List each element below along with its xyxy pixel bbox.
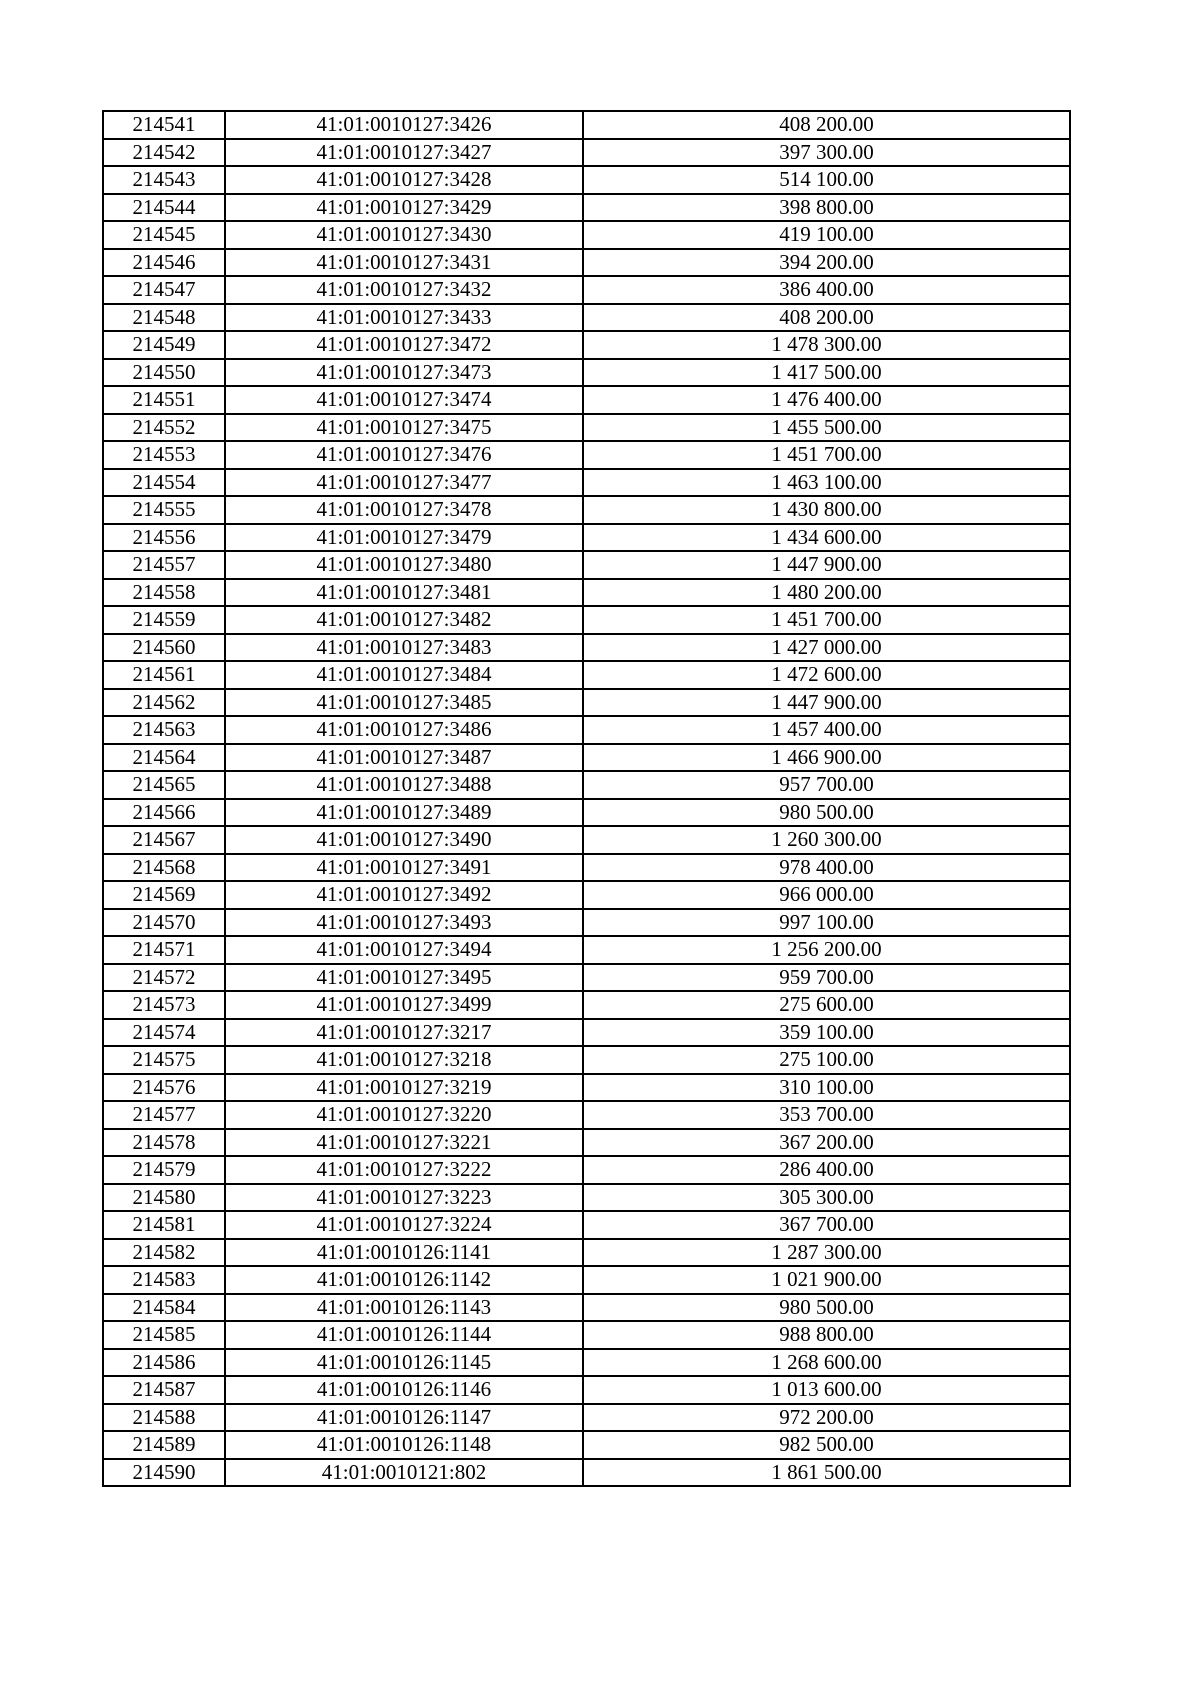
table-row xyxy=(103,111,1070,139)
cadastral-number-cell: 41:01:0010127:3488 xyxy=(225,771,583,799)
value-cell: 982 500.00 xyxy=(583,1431,1070,1459)
value-cell: 1 455 500.00 xyxy=(583,414,1070,442)
table-row xyxy=(103,744,1070,772)
table-row xyxy=(103,249,1070,277)
value-cell: 1 417 500.00 xyxy=(583,359,1070,387)
cadastral-number-cell: 41:01:0010126:1146 xyxy=(225,1376,583,1404)
row-number-cell: 214584 xyxy=(103,1294,225,1322)
cadastral-number-cell: 41:01:0010127:3472 xyxy=(225,331,583,359)
value-cell: 1 256 200.00 xyxy=(583,936,1070,964)
row-number-cell: 214549 xyxy=(103,331,225,359)
value-cell: 1 021 900.00 xyxy=(583,1266,1070,1294)
cadastral-value-table xyxy=(102,110,1071,1487)
cadastral-number-cell: 41:01:0010127:3217 xyxy=(225,1019,583,1047)
value-cell: 419 100.00 xyxy=(583,221,1070,249)
cadastral-number-cell: 41:01:0010126:1147 xyxy=(225,1404,583,1432)
cadastral-number-cell: 41:01:0010126:1141 xyxy=(225,1239,583,1267)
value-cell: 367 700.00 xyxy=(583,1211,1070,1239)
cadastral-number-cell: 41:01:0010127:3485 xyxy=(225,689,583,717)
table-row xyxy=(103,1376,1070,1404)
value-cell: 980 500.00 xyxy=(583,799,1070,827)
cadastral-number-cell: 41:01:0010126:1144 xyxy=(225,1321,583,1349)
row-number-cell: 214541 xyxy=(103,111,225,139)
cadastral-number-cell: 41:01:0010127:3484 xyxy=(225,661,583,689)
table-row xyxy=(103,799,1070,827)
cadastral-number-cell: 41:01:0010127:3224 xyxy=(225,1211,583,1239)
table-row xyxy=(103,1019,1070,1047)
value-cell: 957 700.00 xyxy=(583,771,1070,799)
cadastral-number-cell: 41:01:0010127:3221 xyxy=(225,1129,583,1157)
cadastral-number-cell: 41:01:0010127:3475 xyxy=(225,414,583,442)
table-row xyxy=(103,359,1070,387)
cadastral-number-cell: 41:01:0010127:3491 xyxy=(225,854,583,882)
value-cell: 1 451 700.00 xyxy=(583,441,1070,469)
cadastral-number-cell: 41:01:0010127:3430 xyxy=(225,221,583,249)
row-number-cell: 214555 xyxy=(103,496,225,524)
row-number-cell: 214585 xyxy=(103,1321,225,1349)
value-cell: 359 100.00 xyxy=(583,1019,1070,1047)
row-number-cell: 214569 xyxy=(103,881,225,909)
value-cell: 275 100.00 xyxy=(583,1046,1070,1074)
row-number-cell: 214559 xyxy=(103,606,225,634)
table-row xyxy=(103,1156,1070,1184)
cadastral-number-cell: 41:01:0010127:3493 xyxy=(225,909,583,937)
value-cell: 1 463 100.00 xyxy=(583,469,1070,497)
value-cell: 1 430 800.00 xyxy=(583,496,1070,524)
value-cell: 1 260 300.00 xyxy=(583,826,1070,854)
row-number-cell: 214565 xyxy=(103,771,225,799)
table-row xyxy=(103,716,1070,744)
table-row xyxy=(103,139,1070,167)
cadastral-number-cell: 41:01:0010127:3494 xyxy=(225,936,583,964)
cadastral-number-cell: 41:01:0010127:3483 xyxy=(225,634,583,662)
row-number-cell: 214567 xyxy=(103,826,225,854)
table-row xyxy=(103,1294,1070,1322)
table-row xyxy=(103,496,1070,524)
value-cell: 408 200.00 xyxy=(583,111,1070,139)
table-row xyxy=(103,936,1070,964)
table-row xyxy=(103,276,1070,304)
row-number-cell: 214553 xyxy=(103,441,225,469)
row-number-cell: 214548 xyxy=(103,304,225,332)
row-number-cell: 214580 xyxy=(103,1184,225,1212)
cadastral-number-cell: 41:01:0010127:3223 xyxy=(225,1184,583,1212)
cadastral-number-cell: 41:01:0010127:3474 xyxy=(225,386,583,414)
row-number-cell: 214581 xyxy=(103,1211,225,1239)
row-number-cell: 214589 xyxy=(103,1431,225,1459)
row-number-cell: 214551 xyxy=(103,386,225,414)
value-cell: 367 200.00 xyxy=(583,1129,1070,1157)
cadastral-number-cell: 41:01:0010127:3489 xyxy=(225,799,583,827)
value-cell: 980 500.00 xyxy=(583,1294,1070,1322)
row-number-cell: 214587 xyxy=(103,1376,225,1404)
value-cell: 514 100.00 xyxy=(583,166,1070,194)
row-number-cell: 214552 xyxy=(103,414,225,442)
value-cell: 1 287 300.00 xyxy=(583,1239,1070,1267)
cadastral-number-cell: 41:01:0010126:1148 xyxy=(225,1431,583,1459)
value-cell: 310 100.00 xyxy=(583,1074,1070,1102)
table-row xyxy=(103,304,1070,332)
table-body xyxy=(103,111,1070,1486)
table-row xyxy=(103,551,1070,579)
row-number-cell: 214557 xyxy=(103,551,225,579)
value-cell: 1 466 900.00 xyxy=(583,744,1070,772)
value-cell: 275 600.00 xyxy=(583,991,1070,1019)
cadastral-number-cell: 41:01:0010127:3476 xyxy=(225,441,583,469)
cadastral-number-cell: 41:01:0010127:3487 xyxy=(225,744,583,772)
row-number-cell: 214560 xyxy=(103,634,225,662)
table-row xyxy=(103,606,1070,634)
cadastral-number-cell: 41:01:0010121:802 xyxy=(225,1459,583,1487)
value-cell: 978 400.00 xyxy=(583,854,1070,882)
table-row xyxy=(103,689,1070,717)
value-cell: 397 300.00 xyxy=(583,139,1070,167)
cadastral-number-cell: 41:01:0010127:3428 xyxy=(225,166,583,194)
cadastral-number-cell: 41:01:0010126:1143 xyxy=(225,1294,583,1322)
table-row xyxy=(103,1239,1070,1267)
table-row xyxy=(103,469,1070,497)
cadastral-number-cell: 41:01:0010127:3495 xyxy=(225,964,583,992)
value-cell: 972 200.00 xyxy=(583,1404,1070,1432)
value-cell: 305 300.00 xyxy=(583,1184,1070,1212)
row-number-cell: 214543 xyxy=(103,166,225,194)
row-number-cell: 214561 xyxy=(103,661,225,689)
cadastral-number-cell: 41:01:0010127:3222 xyxy=(225,1156,583,1184)
value-cell: 1 268 600.00 xyxy=(583,1349,1070,1377)
row-number-cell: 214564 xyxy=(103,744,225,772)
row-number-cell: 214590 xyxy=(103,1459,225,1487)
cadastral-number-cell: 41:01:0010127:3426 xyxy=(225,111,583,139)
row-number-cell: 214570 xyxy=(103,909,225,937)
row-number-cell: 214546 xyxy=(103,249,225,277)
cadastral-number-cell: 41:01:0010127:3432 xyxy=(225,276,583,304)
value-cell: 988 800.00 xyxy=(583,1321,1070,1349)
value-cell: 398 800.00 xyxy=(583,194,1070,222)
value-cell: 1 427 000.00 xyxy=(583,634,1070,662)
value-cell: 1 472 600.00 xyxy=(583,661,1070,689)
table-row xyxy=(103,579,1070,607)
table-row xyxy=(103,1046,1070,1074)
row-number-cell: 214568 xyxy=(103,854,225,882)
value-cell: 1 447 900.00 xyxy=(583,551,1070,579)
row-number-cell: 214586 xyxy=(103,1349,225,1377)
value-cell: 1 447 900.00 xyxy=(583,689,1070,717)
table-row xyxy=(103,1349,1070,1377)
value-cell: 286 400.00 xyxy=(583,1156,1070,1184)
table-row xyxy=(103,909,1070,937)
cadastral-number-cell: 41:01:0010127:3427 xyxy=(225,139,583,167)
value-cell: 1 478 300.00 xyxy=(583,331,1070,359)
row-number-cell: 214550 xyxy=(103,359,225,387)
table-row xyxy=(103,1129,1070,1157)
table-row xyxy=(103,414,1070,442)
value-cell: 386 400.00 xyxy=(583,276,1070,304)
cadastral-number-cell: 41:01:0010127:3220 xyxy=(225,1101,583,1129)
cadastral-number-cell: 41:01:0010127:3486 xyxy=(225,716,583,744)
cadastral-number-cell: 41:01:0010127:3492 xyxy=(225,881,583,909)
cadastral-number-cell: 41:01:0010127:3433 xyxy=(225,304,583,332)
table-row xyxy=(103,1074,1070,1102)
value-cell: 997 100.00 xyxy=(583,909,1070,937)
value-cell: 353 700.00 xyxy=(583,1101,1070,1129)
cadastral-number-cell: 41:01:0010127:3480 xyxy=(225,551,583,579)
cadastral-number-cell: 41:01:0010127:3490 xyxy=(225,826,583,854)
table-row xyxy=(103,1431,1070,1459)
row-number-cell: 214542 xyxy=(103,139,225,167)
row-number-cell: 214563 xyxy=(103,716,225,744)
row-number-cell: 214554 xyxy=(103,469,225,497)
value-cell: 394 200.00 xyxy=(583,249,1070,277)
table-row xyxy=(103,331,1070,359)
table-row xyxy=(103,1184,1070,1212)
table-row xyxy=(103,166,1070,194)
value-cell: 1 861 500.00 xyxy=(583,1459,1070,1487)
cadastral-number-cell: 41:01:0010127:3431 xyxy=(225,249,583,277)
cadastral-number-cell: 41:01:0010127:3479 xyxy=(225,524,583,552)
cadastral-number-cell: 41:01:0010127:3429 xyxy=(225,194,583,222)
table-row xyxy=(103,1321,1070,1349)
row-number-cell: 214544 xyxy=(103,194,225,222)
row-number-cell: 214578 xyxy=(103,1129,225,1157)
table-row xyxy=(103,854,1070,882)
value-cell: 1 476 400.00 xyxy=(583,386,1070,414)
row-number-cell: 214566 xyxy=(103,799,225,827)
table-row xyxy=(103,441,1070,469)
value-cell: 1 457 400.00 xyxy=(583,716,1070,744)
table-row xyxy=(103,1404,1070,1432)
value-cell: 1 451 700.00 xyxy=(583,606,1070,634)
value-cell: 966 000.00 xyxy=(583,881,1070,909)
table-row xyxy=(103,194,1070,222)
table-row xyxy=(103,1266,1070,1294)
value-cell: 1 013 600.00 xyxy=(583,1376,1070,1404)
row-number-cell: 214582 xyxy=(103,1239,225,1267)
row-number-cell: 214573 xyxy=(103,991,225,1019)
cadastral-number-cell: 41:01:0010127:3499 xyxy=(225,991,583,1019)
table-row xyxy=(103,386,1070,414)
cadastral-number-cell: 41:01:0010126:1142 xyxy=(225,1266,583,1294)
row-number-cell: 214572 xyxy=(103,964,225,992)
row-number-cell: 214579 xyxy=(103,1156,225,1184)
cadastral-number-cell: 41:01:0010127:3477 xyxy=(225,469,583,497)
table-row xyxy=(103,1459,1070,1487)
value-cell: 959 700.00 xyxy=(583,964,1070,992)
cadastral-number-cell: 41:01:0010126:1145 xyxy=(225,1349,583,1377)
row-number-cell: 214545 xyxy=(103,221,225,249)
table-row xyxy=(103,964,1070,992)
row-number-cell: 214574 xyxy=(103,1019,225,1047)
value-cell: 1 480 200.00 xyxy=(583,579,1070,607)
table-row xyxy=(103,826,1070,854)
row-number-cell: 214556 xyxy=(103,524,225,552)
value-cell: 1 434 600.00 xyxy=(583,524,1070,552)
cadastral-number-cell: 41:01:0010127:3478 xyxy=(225,496,583,524)
row-number-cell: 214588 xyxy=(103,1404,225,1432)
table-row xyxy=(103,991,1070,1019)
row-number-cell: 214547 xyxy=(103,276,225,304)
cadastral-number-cell: 41:01:0010127:3481 xyxy=(225,579,583,607)
table-row xyxy=(103,221,1070,249)
table-row xyxy=(103,1101,1070,1129)
table-row xyxy=(103,881,1070,909)
table-row xyxy=(103,524,1070,552)
table-row xyxy=(103,771,1070,799)
cadastral-number-cell: 41:01:0010127:3482 xyxy=(225,606,583,634)
table-row xyxy=(103,634,1070,662)
row-number-cell: 214583 xyxy=(103,1266,225,1294)
row-number-cell: 214575 xyxy=(103,1046,225,1074)
cadastral-number-cell: 41:01:0010127:3218 xyxy=(225,1046,583,1074)
table-row xyxy=(103,661,1070,689)
row-number-cell: 214562 xyxy=(103,689,225,717)
row-number-cell: 214558 xyxy=(103,579,225,607)
row-number-cell: 214577 xyxy=(103,1101,225,1129)
cadastral-number-cell: 41:01:0010127:3219 xyxy=(225,1074,583,1102)
cadastral-number-cell: 41:01:0010127:3473 xyxy=(225,359,583,387)
row-number-cell: 214576 xyxy=(103,1074,225,1102)
row-number-cell: 214571 xyxy=(103,936,225,964)
value-cell: 408 200.00 xyxy=(583,304,1070,332)
table-row xyxy=(103,1211,1070,1239)
